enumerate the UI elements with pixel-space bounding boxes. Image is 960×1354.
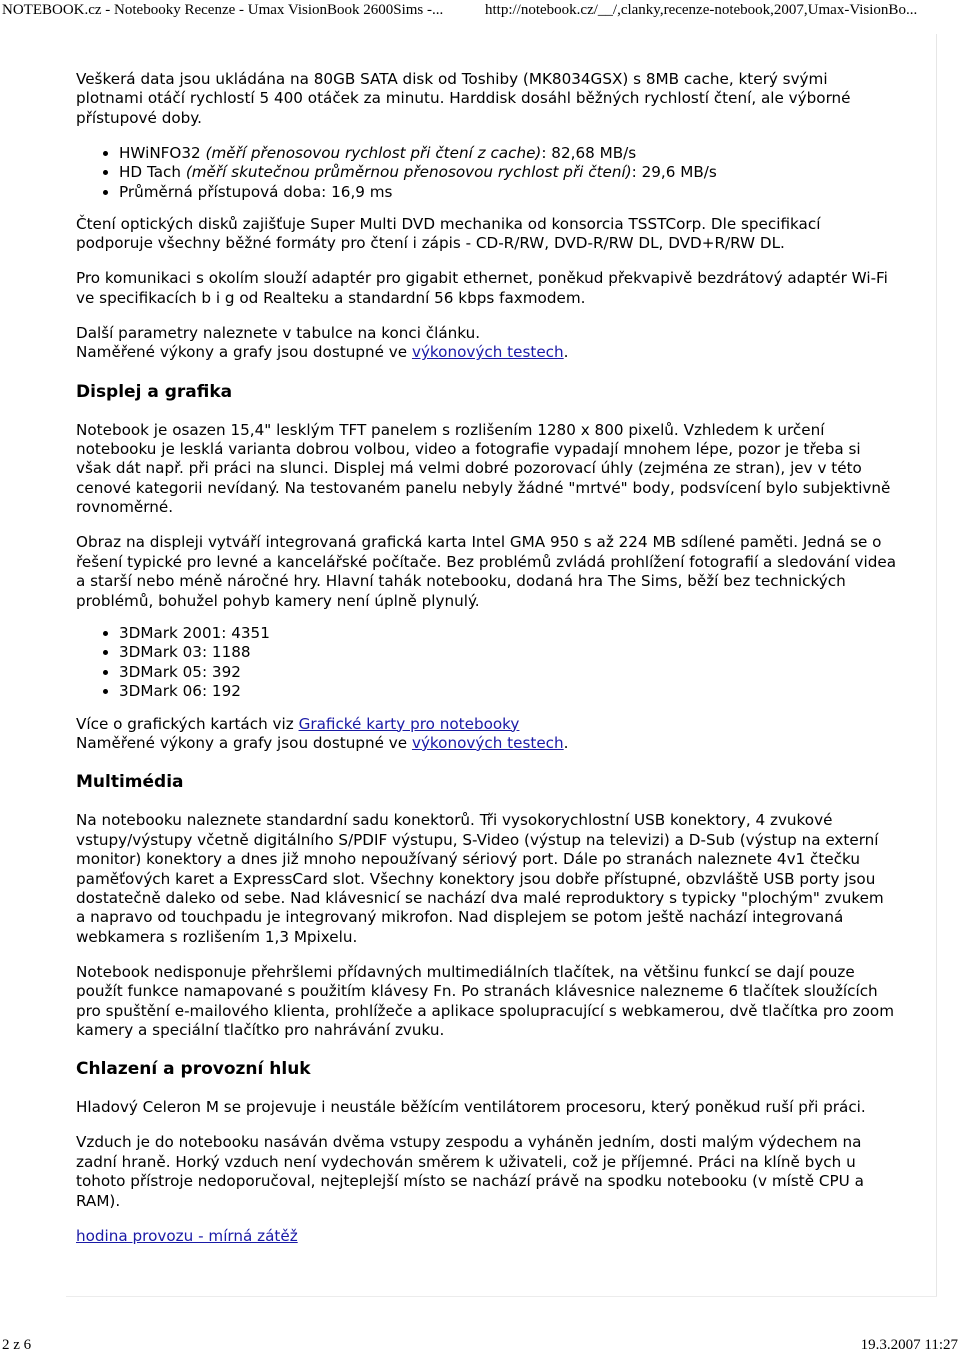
print-date: 19.3.2007 11:27 [860, 1337, 958, 1353]
list-item: • 3DMark 2001: 4351 [119, 624, 896, 643]
performance-tests-link[interactable]: výkonových testech [411, 343, 564, 362]
graphics-paragraph: Obraz na displeji vytváří integrovaná grafická karta Intel GMA 950 s až 224 MB sdílené paměti. Jedná se o řešení typické pro levné a kancelářské počítače. Bez problémů zvládá prohlížení fotografií a sledování videa a starší nebo méně náročné hry. Hlavní tahák notebooku, dodaná hra The Sims, běží bez technických problémů, bohužel pohyb kamery není úplně plynulý. [76, 533, 897, 610]
list-item: • HWiNFO32 (měří přenosovou rychlost při čtení z cache): 82,68 MB/s [119, 144, 896, 163]
article-body [76, 70, 896, 1262]
network-paragraph: Pro komunikaci s okolím slouží adaptér pro gigabit ethernet, poněkud překvapivě bezdrátový adaptér Wi-Fi ve specifikacích b i g od Realteku a standardní 56 kbps faxmodem. [76, 269, 888, 307]
multimedia-buttons-paragraph: Notebook nedisponuje přehršlemi přídavných multimediálních tlačítek, na většinu funkcí se dají pouze použít funkce namapované s použitím klávesy Fn. Po stranách klávesnice nalezneme 6 tlačítek sloužících pro spuštění e-mailového klienta, prohlížeče a aplikace spolupracující s webkamerou, dvě tlačítka pro zoom kamery a speciální tlačítko pro nahrávání zvuku. [76, 962, 894, 1039]
3dmark-list [76, 624, 896, 702]
section-heading-display: Displej a grafika [76, 381, 233, 402]
load-link-paragraph [76, 1227, 896, 1246]
disk-benchmark-list [76, 144, 896, 202]
frame-bottom-divider [66, 1296, 937, 1297]
more-params-paragraph: Další parametry naleznete v tabulce na konci článku. Naměřené výkony a grafy jsou dostupné ve výkonových testech. [76, 323, 569, 362]
list-item: • 3DMark 06: 192 [119, 682, 896, 701]
display-paragraph: Notebook je osazen 15,4" lesklým TFT panelem s rozlišením 1280 x 800 pixelů. Vzhledem k určení notebooku je lesklá varianta dobrou volbou, video a fotografie vypadají mnohem lépe, pozor je třeba si však dát např. při práci na slunci. Displej má velmi dobré pozorovací úhly (zejména ze stran), jev v této cenové kategorii nevídaný. Na testovaném panelu nebyly žádné "mrtvé" body, podsvícení bylo subjektivně rovnoměrné. [76, 420, 891, 517]
page-title: NOTEBOOK.cz - Notebooky Recenze - Umax VisionBook 2600Sims -... [2, 2, 444, 18]
section-heading-multimedia: Multimédia [76, 772, 184, 793]
page-number: 2 z 6 [2, 1337, 32, 1353]
airflow-paragraph: Vzduch je do notebooku nasáván dvěma vstupy zespodu a vyháněn jedním, dosti malým výdechem na zadní hraně. Horký vzduch není vydechován směrem k uživateli, což je příjemné. Práci na klíně bych u tohoto přístroje nedoporučoval, nejteplejší místo se nachází právě na spodku notebooku (v místě CPU a RAM). [76, 1133, 864, 1210]
list-item: • 3DMark 05: 392 [119, 663, 896, 682]
graphics-cards-link[interactable]: Grafické karty pro notebooky [298, 714, 520, 733]
frame-divider [936, 34, 937, 1296]
optical-drive-paragraph: Čtení optických disků zajišťuje Super Multi DVD mechanika od konsorcia TSSTCorp. Dle specifikací podporuje všechny běžné formáty pro čtení i zápis - CD-R/RW, DVD-R/RW DL, DVD+R/RW DL. [76, 215, 821, 253]
graphics-links-paragraph: Více o grafických kartách viz Grafické karty pro notebooky Naměřené výkony a grafy jsou dostupné ve výkonových testech. [76, 714, 569, 752]
connectors-paragraph: Na notebooku naleznete standardní sadu konektorů. Tři vysokorychlostní USB konektory, 4 zvukové vstupy/výstupy včetně digitálního S/PDIF výstupu, S-Video (výstup na televizi) a D-Sub (výstup na externí monitor) konektory a dnes již mnoho nepoužívaný sériový port. Dále po stranách naleznete 4v1 čtečku paměťových karet a ExpressCard slot. Všechny konektory jsou dobře přístupné, obzvláště USB porty jsou dostatečně daleko od sebe. Nad klávesnicí se nachází dva malé reproduktory s typicky "plochým" zvukem a napravo od touchpadu je integrovaný mikrofon. Nad displejem se potom ještě nachází integrovaná webkamera s rozlišením 1,3 Mpixelu. [76, 811, 884, 946]
print-header [0, 0, 960, 22]
list-item: • HD Tach (měří skutečnou průměrnou přenosovou rychlost při čtení): 29,6 MB/s [119, 163, 896, 182]
page-url: http://notebook.cz/__/,clanky,recenze-notebook,2007,Umax-VisionBo... [485, 2, 918, 18]
performance-tests-link-2[interactable]: výkonových testech [411, 733, 564, 752]
section-heading-cooling: Chlazení a provozní hluk [76, 1059, 311, 1080]
storage-paragraph: Veškerá data jsou ukládána na 80GB SATA disk od Toshiby (MK8034GSX) s 8MB cache, který svými plotnami otáčí rychlostí 5 400 otáček za minutu. Harddisk dosáhl běžných rychlostí čtení, ale výborné přístupové doby. [76, 70, 851, 127]
light-load-link[interactable]: hodina provozu - mírná zátěž [76, 1226, 298, 1245]
print-footer [0, 1337, 960, 1354]
list-item: • 3DMark 03: 1188 [119, 643, 896, 662]
list-item: • Průměrná přístupová doba: 16,9 ms [119, 183, 896, 202]
fan-paragraph: Hladový Celeron M se projevuje i neustále běžícím ventilátorem procesoru, který poněkud ruší při práci. [76, 1098, 866, 1117]
